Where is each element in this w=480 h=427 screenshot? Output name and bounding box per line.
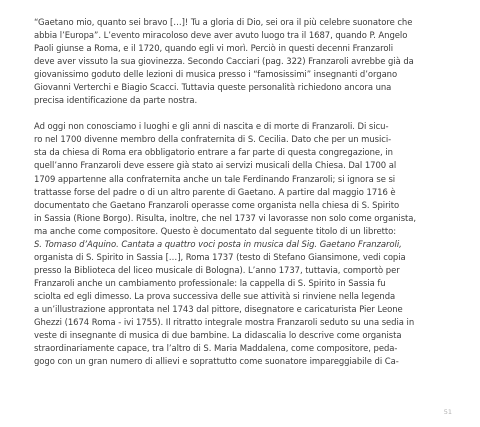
text-line: Giovanni Verterchi e Biagio Scacci. Tuttavia queste personalità richiedono ancora una — [34, 82, 392, 93]
page-number: 51 — [443, 408, 452, 416]
text-line: giovanissimo goduto delle lezioni di musica presso i “famosissimi” insegnanti d’organo — [34, 69, 398, 80]
text-line: abbia l’Europa”. L’evento miracoloso deve aver avuto luogo tra il 1687, quando P. Angelo — [34, 30, 408, 41]
text-line: presso la Biblioteca del liceo musicale di Bologna). L’anno 1737, tuttavia, comportò per — [34, 264, 400, 275]
text-line: 1709 appartenne alla confraternita anche un tale Ferdinando Franzaroli; si ignora se si — [34, 173, 396, 184]
text-line: “Gaetano mio, quanto sei bravo […]! Tu a gloria di Dio, sei ora il più celebre suonatore che — [34, 17, 413, 27]
text-line: quell’anno Franzaroli deve essere già stato ai servizi musicali della Chiesa. Dal 1700 al — [34, 160, 397, 171]
text-line: Paoli giunse a Roma, e il 1720, quando egli vi morì. Perciò in questi decenni Franzaroli — [34, 43, 394, 54]
text-line-italic: S. Tomaso d’Aquino. Cantata a quattro voci posta in musica dal Sig. Gaetano Franzaroli, — [34, 238, 402, 249]
text-line: in Sassia (Rione Borgo). Risulta, inoltre, che nel 1737 vi lavorasse non solo come organista, — [34, 212, 417, 223]
text-line: gogo con un gran numero di allievi e soprattutto come suonatore impareggiabile di Ca- — [34, 356, 399, 367]
text-line: trattasse forse del padre o di un altro parente di Gaetano. A partire dal maggio 1716 è — [34, 186, 396, 197]
text-line: Franzaroli anche un cambiamento professionale: la cappella di S. Spirito in Sassia fu — [34, 277, 386, 288]
text-line: deve aver vissuto la sua giovinezza. Secondo Cacciari (pag. 322) Franzaroli avrebbe già da — [34, 56, 414, 67]
text-line: straordinariamente capace, tra l’altro di S. Maria Maddalena, come compositore, peda- — [34, 343, 398, 354]
text-line: sciolta ed egli dimesso. La prova successiva delle sue attività si rinviene nella legenda — [34, 290, 396, 301]
text-line: a un’illustrazione approntata nel 1743 dal pittore, disegnatore e caricaturista Pier Leone — [34, 303, 403, 314]
text-line: documentato che Gaetano Franzaroli operasse come organista nella chiesa di S. Spirito — [34, 199, 400, 210]
page-body — [34, 16, 452, 368]
paragraph-spacer — [34, 107, 452, 120]
paragraph-2 — [34, 120, 452, 368]
text-line: ro nel 1700 divenne membro della confraternita di S. Cecilia. Dato che per un musici- — [34, 134, 392, 145]
text-line: veste di insegnante di musica di due bambine. La didascalia lo descrive come organista — [34, 330, 402, 341]
text-line: ma anche come compositore. Questo è documentato dal seguente titolo di un libretto: — [34, 225, 397, 236]
text-line: precisa identificazione da parte nostra. — [34, 95, 198, 106]
text-line: organista di S. Spirito in Sassia […], Roma 1737 (testo di Stefano Giansimone, vedi copia — [34, 251, 406, 262]
text-line: sta da chiesa di Roma era obbligatorio entrare a far parte di questa congregazione, in — [34, 147, 393, 158]
paragraph-1 — [34, 16, 452, 107]
text-line: Ghezzi (1674 Roma - ivi 1755). Il ritratto integrale mostra Franzaroli seduto su una sedia in — [34, 317, 415, 328]
text-line: Ad oggi non conosciamo i luoghi e gli anni di nascita e di morte di Franzaroli. Di sicu- — [34, 121, 389, 132]
